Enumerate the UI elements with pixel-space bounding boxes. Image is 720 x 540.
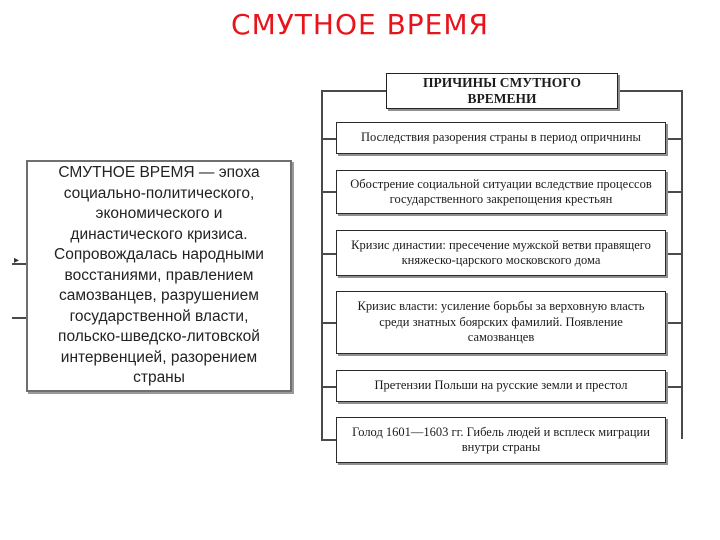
definition-box [26,160,292,392]
cause-item-text: Последствия разорения страны в период опричнины [361,130,641,145]
cause-item-text: Претензии Польши на русские земли и престол [374,378,628,393]
cause-connector-left [321,253,337,255]
causes-header-label: ПРИЧИНЫ СМУТНОГО ВРЕМЕНИ [423,75,581,106]
causes-header [386,73,618,109]
cause-item [336,370,666,402]
cause-connector-left [321,138,337,140]
cause-connector-right [665,191,682,193]
cause-item-text: Кризис династии: пресечение мужской ветви правящего княжеско-царского московского дома [351,237,651,267]
cause-connector-left [321,439,337,441]
cause-connector-right [665,386,682,388]
cause-connector-left [321,386,337,388]
header-connector-right [617,90,682,92]
cause-item [336,170,666,214]
cause-item [336,122,666,154]
cause-connector-right [665,138,682,140]
cause-item [336,417,666,463]
cause-item-text: Голод 1601—1603 гг. Гибель людей и всплеск миграции внутри страны [352,424,650,454]
cause-item-text: Обострение социальной ситуации вследствие процессов государственного закрепощения крестьян [350,176,652,206]
cause-connector-left [321,322,337,324]
definition-text: СМУТНОЕ ВРЕМЯ — эпоха социально-политического, экономического и династического кризиса. Сопровождалась народными восстаниями, правлением самозванцев, разрушением государственной власти, польско-шведско-литовской интервенцией, разорением страны [54,164,264,387]
page-title: СМУТНОЕ ВРЕМЯ [231,8,489,41]
arrow-right-icon: ▸ [14,255,20,266]
header-connector-left [321,90,387,92]
cause-item-text: Кризис власти: усиление борьбы за верховную власть среди знатных боярских фамилий. Появление самозванцев [357,299,645,345]
cause-connector-right [665,322,682,324]
left-tick-line [12,317,26,319]
cause-connector-right [665,253,682,255]
cause-item [336,230,666,276]
cause-connector-left [321,191,337,193]
cause-item [336,291,666,354]
